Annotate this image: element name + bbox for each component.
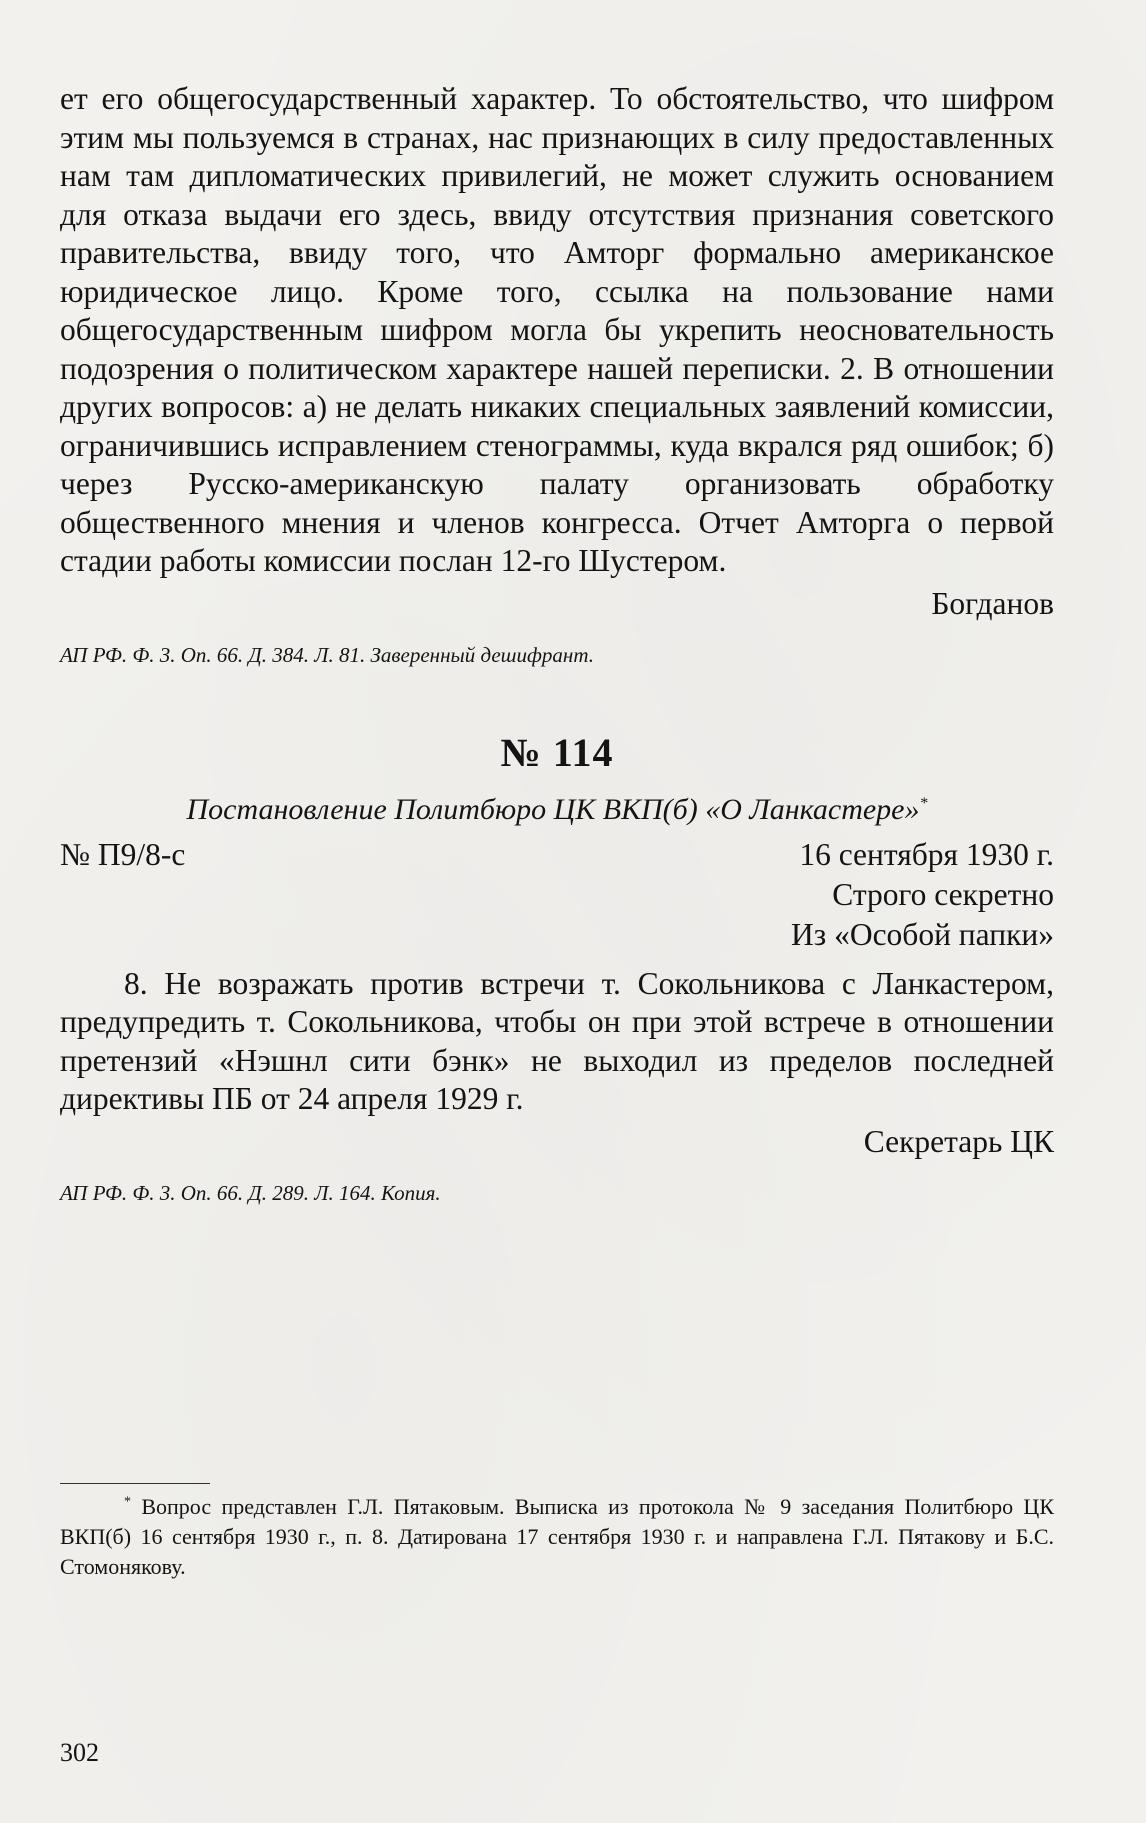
text-line: Отчет Амторга о первой стадии работы комиссии послан	[60, 504, 1054, 578]
page-number: 302	[60, 1738, 99, 1767]
continued-paragraph	[60, 80, 1054, 581]
letter-signature: Богданов	[931, 585, 1054, 621]
archive-source-reference: АП РФ. Ф. 3. Оп. 66. Д. 384. Л. 81. Заверенный дешифрант.	[60, 642, 595, 667]
document-title-text: Постановление Политбюро ЦК ВКП(б) «О Ланкастере»	[186, 792, 920, 826]
text-line: ром, предупредить т. Сокольникова, чтобы он при этой встрече	[60, 965, 1054, 1039]
footnote-marker: *	[124, 1494, 131, 1510]
text-line: 8. Не возражать против встречи т. Сокольникова с Ланкасте	[124, 965, 996, 1001]
document-title	[60, 791, 1054, 829]
footnote-text: Вопрос представлен Г.Л. Пятаковым. Выписка из протокола № 9 заседания Политбюро ЦК ВКП(б) 16 сентября 1930 г., п. 8. Датирована 17 сентября 1930 г. и направлена Г.Л. Пятакову и Б.С. Стомонякову.	[60, 1493, 1054, 1579]
text-line: сии, ограничившись исправлением стенограммы, куда вкрался	[60, 389, 1054, 463]
text-line: жет служить основанием для отказа выдачи его здесь, ввиду от	[60, 158, 1055, 232]
document-114	[60, 729, 1054, 1207]
text-line: шифром этим мы пользуемся в странах, нас признающих в силу	[60, 81, 1054, 155]
text-line: в отношении претензий «Нэшнл сити бэнк» не выходил из преде	[60, 1004, 1055, 1078]
registration-number: № П9/8-с	[60, 836, 186, 872]
footnote-divider	[60, 1483, 210, 1484]
text-line: 12-го Шустером.	[500, 543, 727, 578]
special-folder-label: Из «Особой папки»	[791, 916, 1054, 952]
archive-source-reference: АП РФ. Ф. 3. Оп. 66. Д. 289. Л. 164. Копия.	[60, 1180, 441, 1205]
classification-label: Строго секретно	[832, 876, 1054, 912]
text-line: Амторг формально американское юридическое лицо. Кроме	[60, 235, 1054, 309]
document-meta-row	[60, 835, 1054, 875]
text-line: лов последней директивы ПБ от 24 апреля 1929 г.	[60, 1042, 1054, 1116]
text-line: ет его общегосударственный характер. То обстоятельство, что	[60, 81, 942, 116]
text-line: тическом характере нашей переписки. 2. В отношении других	[60, 350, 1054, 424]
resolution-paragraph	[60, 965, 1054, 1119]
secretary-signature: Секретарь ЦК	[863, 1123, 1054, 1159]
text-line: сутствия признания советского правительства, ввиду того, что	[60, 196, 1054, 270]
text-line: вопросов: а) не делать никаких специальных заявлений комис	[161, 389, 999, 424]
footnote	[60, 1492, 1054, 1582]
text-line: вать обработку общественного мнения и членов конгресса.	[60, 466, 1055, 540]
text-line: предоставленных нам там дипломатических привилегий, не мо	[60, 119, 1054, 193]
document-number: № 114	[500, 729, 614, 775]
text-line: того, ссылка на пользование нами общегосударственным шиф	[60, 273, 1054, 347]
document-date: 16 сентября 1930 г.	[799, 836, 1054, 872]
continued-letter-text	[60, 80, 1054, 669]
footnote-marker: *	[919, 794, 928, 812]
text-line: ряд ошибок; б) через Русско-американскую палату организо	[60, 427, 1054, 501]
text-line: ром могла бы укрепить неосновательность подозрения о поли	[60, 312, 1054, 386]
